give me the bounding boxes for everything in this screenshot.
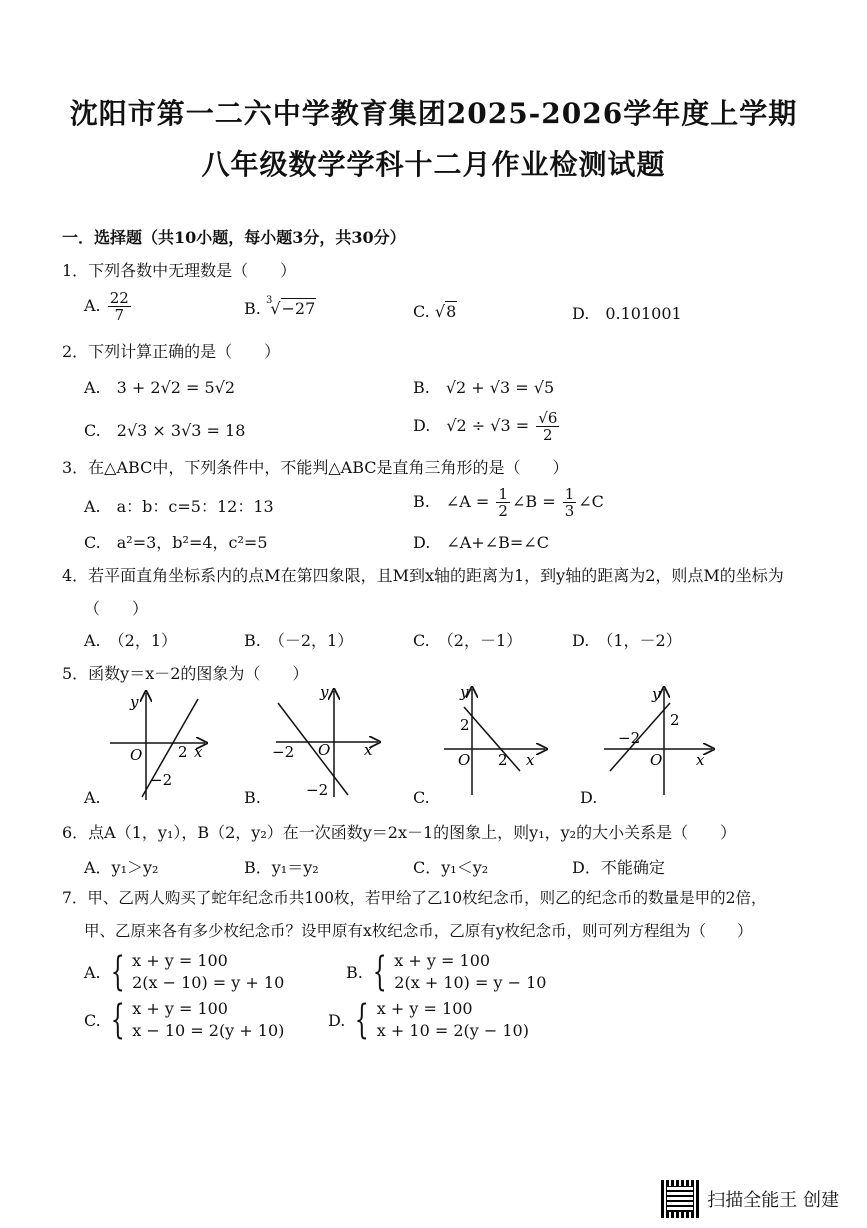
section-heading: 一．选择题（共10小题，每小题3分，共30分） [62, 228, 406, 247]
q7-option-c: C. { x + y = 100 x − 10 = 2(y + 10) [84, 997, 285, 1043]
svg-text:y: y [460, 683, 469, 701]
q6-option-d: D．不能确定 [572, 858, 665, 877]
svg-text:x: x [696, 751, 705, 769]
q1-option-c: C. √8 [413, 302, 457, 321]
question-7-stem-line2: 甲、乙原来各有多少枚纪念币？设甲原有x枚纪念币，乙原有y枚纪念币，则可列方程组为（ ） [84, 922, 753, 940]
q5-graph-c [440, 685, 570, 809]
svg-text:x: x [364, 741, 373, 759]
q4-option-c: C. （2，－1） [413, 631, 523, 650]
q5-option-d: D. [580, 788, 598, 807]
q3-option-d: D. ∠A+∠B=∠C [413, 533, 549, 552]
svg-text:y: y [320, 683, 329, 701]
question-2-stem: 2．下列计算正确的是（ ） [62, 342, 281, 361]
q6-option-a: A．y₁＞y₂ [84, 858, 159, 877]
q2-option-c: C. 2√3 × 3√3 = 18 [84, 421, 246, 440]
q6-option-c: C．y₁＜y₂ [413, 858, 489, 877]
q2-option-b: B. √2 + √3 = √5 [413, 378, 555, 397]
svg-text:−2: −2 [306, 781, 329, 799]
q1-option-d: D. 0.101001 [572, 304, 682, 323]
svg-text:−2: −2 [618, 729, 641, 747]
q7-option-a: A. { x + y = 100 2(x − 10) = y + 10 [84, 949, 285, 995]
scanner-watermark [661, 1180, 839, 1218]
q4-option-d: D. （1，－2） [572, 631, 682, 650]
svg-text:O: O [650, 751, 663, 769]
q6-option-b: B．y₁＝y₂ [244, 858, 319, 877]
svg-text:O: O [318, 741, 331, 759]
exam-title-line1: 沈阳市第一二六中学教育集团2025-2026学年度上学期 [69, 97, 798, 130]
exam-title-line2: 八年级数学学科十二月作业检测试题 [201, 148, 666, 181]
question-5-stem: 5．函数y＝x－2的图象为（ ） [62, 664, 309, 683]
q3-option-a: A. a：b：c=5：12：13 [84, 497, 274, 516]
axis-x-label: x [194, 743, 203, 761]
svg-text:−2: −2 [272, 743, 295, 761]
question-4-stem: 4．若平面直角坐标系内的点M在第四象限，且M到x轴的距离为1，到y轴的距离为2，则点M的坐标为 [62, 566, 784, 585]
q5-option-c: C. [413, 788, 430, 807]
svg-text:x: x [526, 751, 535, 769]
question-7-stem-line1: 7．甲、乙两人购买了蛇年纪念币共100枚，若甲给了乙10枚纪念币，则乙的纪念币的数量是甲的2倍， [62, 889, 767, 907]
axis-y-label: y [130, 693, 139, 711]
svg-text:O: O [458, 751, 471, 769]
svg-text:2: 2 [498, 751, 508, 769]
question-3-stem: 3．在△ABC中，下列条件中，不能判△ABC是直角三角形的是（ ） [62, 458, 569, 477]
tick-label: −2 [150, 771, 173, 789]
q2-option-a: A. 3 + 2√2 = 5√2 [84, 378, 236, 397]
q5-option-b: B. [244, 788, 261, 807]
q5-graph-d [600, 685, 730, 809]
svg-text:y: y [652, 685, 661, 703]
qr-code-icon [661, 1180, 699, 1218]
q5-graph-b [268, 685, 398, 809]
question-4-paren: （ ） [84, 599, 149, 618]
q7-option-d: D. { x + y = 100 x + 10 = 2(y − 10) [328, 997, 529, 1043]
q5-option-a: A. [84, 788, 101, 807]
q7-option-b: B. { x + y = 100 2(x + 10) = y − 10 [346, 949, 547, 995]
q1-option-a: A. $\frac{22}{7}$ [84, 289, 129, 324]
q4-option-b: B. （－2，1） [244, 631, 354, 650]
q3-option-c: C. a²=3，b²=4，c²=5 [84, 533, 268, 552]
scanner-app-label: 扫描全能王 创建 [707, 1190, 839, 1211]
question-6-stem: 6．点A（1，y₁），B（2，y₂）在一次函数y＝2x－1的图象上，则y₁，y₂的大小关系是（ ） [62, 823, 737, 842]
tick-label: 2 [178, 743, 188, 761]
q2-option-d: D. √2 ÷ √3 = $\frac{√6}{2}$ [413, 409, 558, 444]
svg-text:2: 2 [670, 711, 680, 729]
q3-option-b: B. ∠A = $\frac{1}{2}$ ∠B = $\frac{1}{3}$ ∠C [413, 485, 604, 520]
svg-text:2: 2 [460, 716, 470, 734]
q4-option-a: A. （2，1） [84, 631, 178, 650]
question-1-stem: 1．下列各数中无理数是（ ） [62, 261, 297, 280]
origin-label: O [130, 746, 143, 764]
q1-option-b: B. $^3$√−27 [244, 295, 316, 318]
